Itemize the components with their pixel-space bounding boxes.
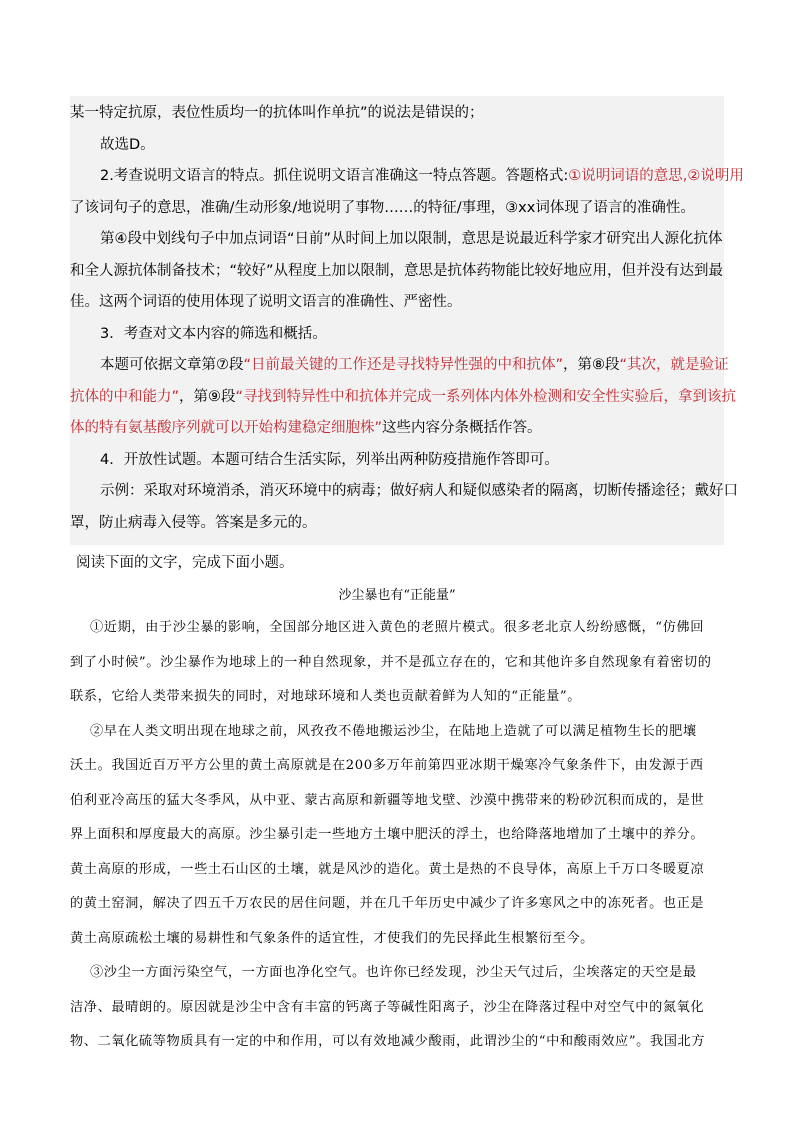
document-page <box>70 96 744 1060</box>
answer-line: 故选D。 <box>100 136 155 153</box>
paragraph-line: 黄土高原的形成，一些土石山区的土壤，就是风沙的造化。黄土是热的不良导体，高原上千万口冬暖夏凉 <box>70 861 705 877</box>
answer-text: 2.考查说明文语言的特点。抓住说明文语言准确这一特点答题。答题格式: <box>100 168 569 184</box>
paragraph-1 <box>70 611 724 715</box>
paragraph-line: 物、二氧化硫等物质具有一定的中和作用，可以有效地减少酸雨，此谓沙尘的“中和酸雨效应”。我国北方 <box>70 1034 706 1049</box>
paragraph-line: ①近期，由于沙尘暴的影响，全国部分地区进入黄色的老照片模式。很多老北京人纷纷感慨，“仿佛回 <box>90 620 704 635</box>
answer-line: 4．开放性试题。本题可结合生活实际，列举出两种防疫措施作答即可。 <box>100 451 559 468</box>
paragraph-line: 伯利亚冷高压的猛大冬季风，从中亚、蒙古高原和新疆等地戈壁、沙漠中携带来的粉砂沉积而成的，是世 <box>70 792 705 808</box>
answer-line <box>70 382 737 414</box>
answer-line: 罩，防止病毒入侵等。答案是多元的。 <box>70 514 317 531</box>
answer-text: 这些内容分条概括作答。 <box>382 420 542 436</box>
paragraph-line: 界上面积和厚度最大的高原。沙尘暴引走一些地方土壤中肥沃的浮土，也给降落地增加了土壤中的养分。 <box>70 827 705 842</box>
quoted-text: “寻找到特异性中和抗体并完成一系列体内体外检测和安全性实验后，拿到该抗 <box>235 388 737 405</box>
answer-text: ，第⑨段 <box>179 388 236 405</box>
quoted-text: “其次，就是验证 <box>619 357 729 373</box>
answer-line: 第④段中划线句子中加点词语“日前”从时间上加以限制，意思是说最近科学家才研究出人源化抗体 <box>100 231 723 247</box>
paragraph-line: ③沙尘一方面污染空气，一方面也净化空气。也许你已经发现，沙尘天气过后，尘埃落定的天空是最 <box>90 965 697 980</box>
article-title: 沙尘暴也有“正能量” <box>338 588 456 603</box>
answer-line <box>70 161 744 193</box>
answer-line: 了该词句子的意思，准确/生动形象/地说明了事物……的特征/事理，③xx词体现了语言的准确性。 <box>70 199 695 216</box>
answer-text: 本题可依据文章第⑦段 <box>100 357 244 373</box>
answer-line: 某一特定抗原，表位性质均一的抗体叫作单抗”的说法是错误的； <box>70 105 484 121</box>
paragraph-line: 联系，它给人类带来损失的同时，对地球环境和人类也贡献着鲜为人知的“正能量”。 <box>70 689 582 704</box>
answer-line <box>70 413 724 445</box>
quoted-text: “日前最关键的工作还是寻找特异性强的中和抗体” <box>243 357 564 373</box>
reading-instruction: 阅读下面的文字，完成下面小题。 <box>76 555 294 571</box>
paragraph-line: ②早在人类文明出现在地球之前，风孜孜不倦地搬运沙尘，在陆地上造就了可以满足植物生长的肥壤 <box>90 723 697 739</box>
answer-explanation-box <box>70 96 744 545</box>
paragraph-3 <box>70 956 724 1060</box>
paragraph-line: 沃土。我国近百万平方公里的黄土高原就是在200多万年前第四亚冰期干燥寒冷气象条件下，由发源于西 <box>70 758 704 773</box>
quoted-text: 抗体的中和能力” <box>70 388 180 405</box>
answer-line: 3．考查对文本内容的筛选和概括。 <box>100 325 327 342</box>
quoted-text: 体的特有氨基酸序列就可以开始构建稳定细胞株” <box>70 420 383 436</box>
answer-line: 示例：采取对环境消杀，消灭环境中的病毒；做好病人和疑似感染者的隔离，切断传播途径；戴好口 <box>100 483 738 499</box>
paragraph-line: 的黄土窑洞，解决了四五千万农民的居住问题，并在几千年历史中减少了许多寒风之中的冻死者。也正是 <box>70 896 705 911</box>
paragraph-line: 洁净、最晴朗的。原因就是沙尘中含有丰富的钙离子等碱性阳离子，沙尘在降落过程中对空气中的氮氧化 <box>70 999 705 1015</box>
paragraph-2 <box>70 715 724 957</box>
paragraph-line: 黄土高原疏松土壤的易耕性和气象条件的适宜性，才使我们的先民择此生根繁衍至今。 <box>70 930 594 946</box>
answer-line: 和全人源抗体制备技术；“较好”从程度上加以限制，意思是抗体药物能比较好地应用，但并没有达到最 <box>70 262 724 279</box>
answer-format-text: ①说明词语的意思,②说明用 <box>568 168 744 184</box>
answer-line: 佳。这两个词语的使用体现了说明文语言的准确性、严密性。 <box>70 294 462 310</box>
paragraph-line: 到了小时候”。沙尘暴作为地球上的一种自然现象，并不是孤立存在的，它和其他许多自然现象有着密切的 <box>70 654 712 670</box>
answer-text: ，第⑧段 <box>563 357 620 373</box>
answer-line <box>70 350 729 382</box>
